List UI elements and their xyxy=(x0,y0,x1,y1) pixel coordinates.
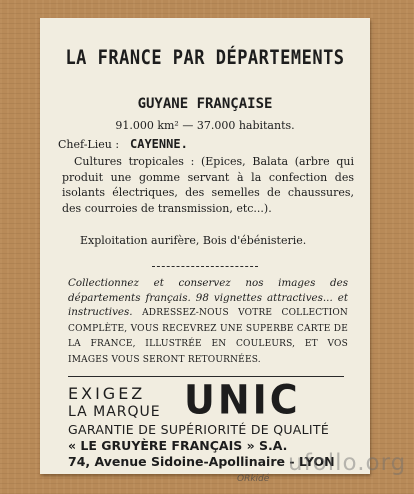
area-population: 91.000 km² — 37.000 habitants. xyxy=(115,119,295,132)
chef-lieu-value: CAYENNE. xyxy=(130,137,188,151)
garantie-text: GARANTIE DE SUPÉRIORITÉ DE QUALITÉ xyxy=(68,422,330,437)
promo-caps-text: ADRESSEZ-NOUS VOTRE COLLECTION COMPLÈTE, VOUS RECEVREZ UNE SUPERBE CARTE DE LA FRANCE, ILLUSTRÉE EN COULEURS, ET VOS IMAGES VOUS SERONT RETOURNÉES. xyxy=(68,308,348,365)
chef-lieu-label: Chef-Lieu : xyxy=(58,138,120,151)
description-text: Cultures tropicales : (Epices, Balata (arbre qui produit une gomme servant à la confection des isolants électriques, des semelles de chaussures, des courroies de transmission, etc...). xyxy=(62,155,354,215)
card-title: LA FRANCE PAR DÉPARTEMENTS xyxy=(65,46,345,70)
promo-paragraph xyxy=(68,276,348,368)
la-marque-text: LA MARQUE xyxy=(68,404,161,420)
trading-card xyxy=(40,18,407,484)
company-name: « LE GRUYÈRE FRANÇAIS » S.A. xyxy=(68,438,288,453)
dashed-divider xyxy=(152,266,258,267)
brand-logo-unic: UNIC xyxy=(184,376,301,424)
company-address: 74, Avenue Sidoine-Apollinaire - LYON xyxy=(68,454,335,469)
promo-italic-text: Collectionnez et conservez nos images des départements français. 98 vignettes attractives... et instructives. xyxy=(68,277,348,319)
description-text-2: Exploitation aurifère, Bois d'ébénisterie. xyxy=(80,234,307,247)
watermark-name: ORkidé xyxy=(237,474,270,484)
watermark-site: ufollo.org xyxy=(288,450,407,476)
exigez-text: EXIGEZ xyxy=(68,384,146,403)
department-heading: GUYANE FRANÇAISE xyxy=(137,96,273,112)
